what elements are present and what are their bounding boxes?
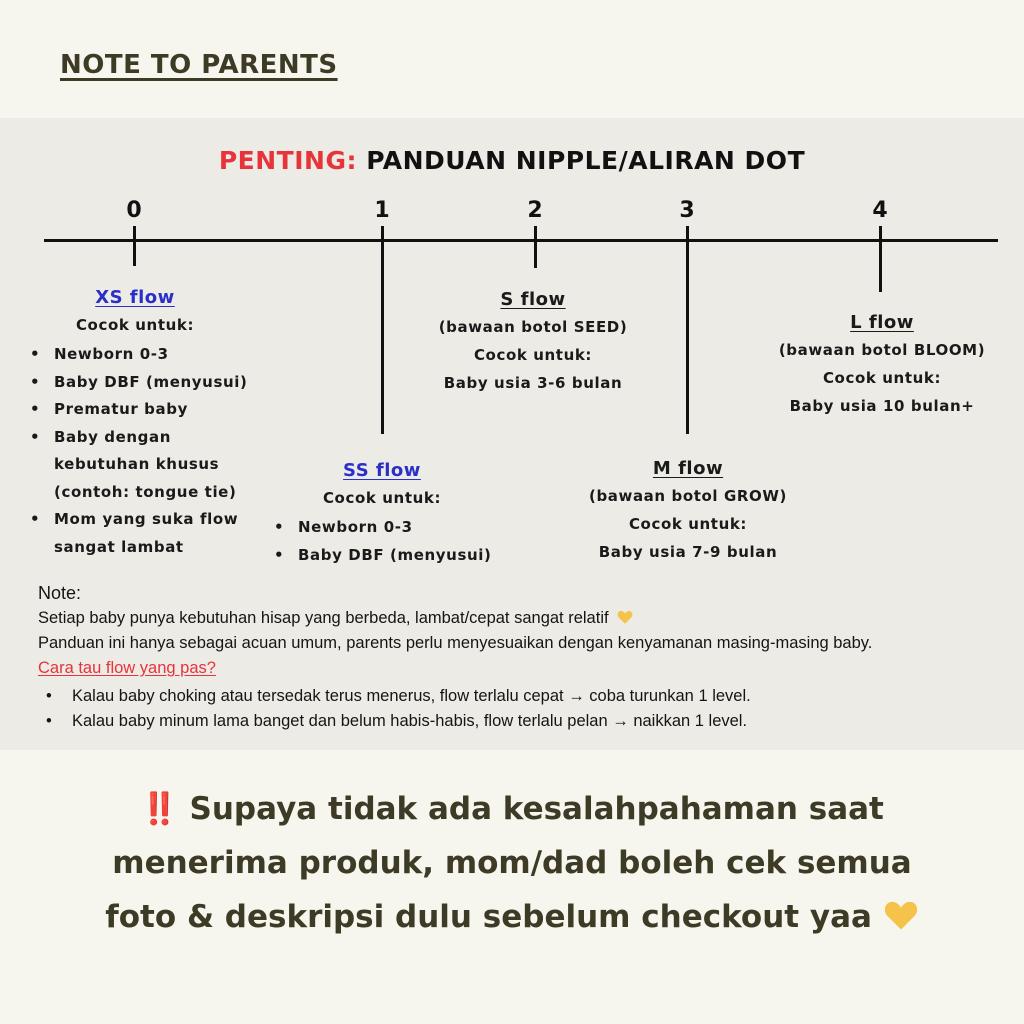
note-line-2: Panduan ini hanya sebagai acuan umum, parents perlu menyesuaikan dengan kenyamanan masing-masing baby. <box>38 634 873 652</box>
double-exclamation-icon: ‼️ <box>140 791 179 827</box>
list-item: • Baby dengan kebutuhan khusus (contoh: tongue tie) <box>30 424 245 507</box>
xs-flow-list <box>30 341 270 561</box>
l-flow-title: L flow <box>850 312 914 333</box>
tick-mark-2 <box>534 226 537 268</box>
l-flow-block <box>779 310 985 420</box>
list-item: • Prematur baby <box>30 396 270 424</box>
header-title: NOTE TO PARENTS <box>60 50 338 80</box>
tick-mark-4 <box>879 226 882 292</box>
list-item: • Baby DBF (menyusui) <box>30 369 270 397</box>
note-line-1-text: Setiap baby punya kebutuhan hisap yang berbeda, lambat/cepat sangat relatif <box>38 609 609 627</box>
s-flow-title: S flow <box>500 289 566 310</box>
note-heading: Note: <box>38 583 82 603</box>
ss-flow-block <box>274 458 514 569</box>
tick-mark-0 <box>133 226 136 266</box>
tick-mark-1 <box>381 226 384 434</box>
tick-label-4: 4 <box>872 198 888 223</box>
list-item: • Mom yang suka flow sangat lambat <box>30 506 255 561</box>
l-cocok-label: Cocok untuk: <box>822 369 942 387</box>
ss-flow-list <box>274 514 514 569</box>
xs-flow-block <box>30 285 270 561</box>
xs-flow-title: XS flow <box>95 287 175 308</box>
l-desc: Baby usia 10 bulan+ <box>789 397 975 415</box>
yellow-heart-icon <box>883 899 919 931</box>
list-item: • Kalau baby minum lama banget dan belum habis-habis, flow terlalu pelan → naikkan 1 level. <box>38 709 998 734</box>
tick-label-0: 0 <box>126 198 142 223</box>
s-bawaan: (bawaan botol SEED) <box>438 318 628 336</box>
list-item: • Baby DBF (menyusui) <box>274 542 514 570</box>
title-accent: PENTING: <box>218 146 357 175</box>
note-bullets <box>38 684 998 734</box>
m-desc: Baby usia 7-9 bulan <box>598 543 778 561</box>
list-item: • Newborn 0-3 <box>274 514 514 542</box>
m-bawaan: (bawaan botol GROW) <box>588 487 788 505</box>
m-cocok-label: Cocok untuk: <box>628 515 748 533</box>
title-rest: PANDUAN NIPPLE/ALIRAN DOT <box>356 146 806 175</box>
timeline-axis <box>44 239 998 242</box>
s-cocok-label: Cocok untuk: <box>473 346 593 364</box>
ss-cocok-label: Cocok untuk: <box>322 489 442 507</box>
list-item: • Newborn 0-3 <box>30 341 270 369</box>
s-desc: Baby usia 3-6 bulan <box>443 374 623 392</box>
l-bawaan: (bawaan botol BLOOM) <box>778 341 986 359</box>
tick-label-2: 2 <box>527 198 543 223</box>
xs-cocok-label: Cocok untuk: <box>75 316 195 334</box>
list-item: • Kalau baby choking atau tersedak terus menerus, flow terlalu cepat → coba turunkan 1 level. <box>38 684 998 709</box>
bottom-message-text: Supaya tidak ada kesalahpahaman saat menerima produk, mom/dad boleh cek semua foto & deskripsi dulu sebelum checkout yaa <box>105 791 912 935</box>
bottom-message <box>90 782 934 944</box>
diagram-title <box>0 146 1024 175</box>
flow-guide-link[interactable]: Cara tau flow yang pas? <box>38 659 216 677</box>
tick-label-3: 3 <box>679 198 695 223</box>
note-section <box>38 580 998 734</box>
note-line-1 <box>38 606 998 631</box>
m-flow-title: M flow <box>652 458 724 479</box>
s-flow-block <box>439 287 628 397</box>
m-flow-block <box>589 456 787 566</box>
yellow-heart-icon <box>617 609 633 625</box>
ss-flow-title: SS flow <box>343 460 421 481</box>
tick-label-1: 1 <box>374 198 390 223</box>
tick-mark-3 <box>686 226 689 434</box>
